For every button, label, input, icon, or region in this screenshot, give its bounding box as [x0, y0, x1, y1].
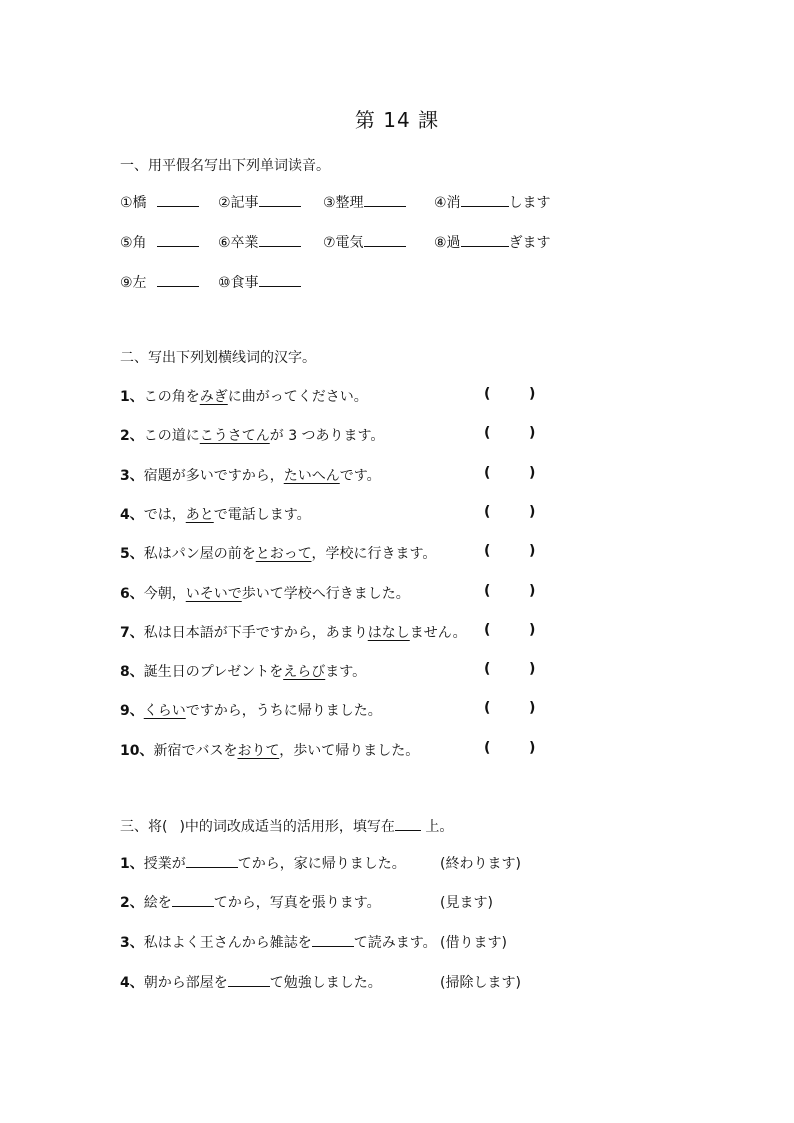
page-title: 第 14 課	[354, 108, 440, 132]
section-3-heading: 三、将( )中的词改成适当的活用形，填写在 上。	[120, 816, 453, 836]
question-number: 7、	[120, 624, 144, 641]
answer-paren-close: )	[529, 386, 536, 402]
kanji-question	[120, 622, 467, 642]
answer-paren-close: )	[529, 739, 536, 756]
question-text: ですから，うちに帰りました。	[185, 703, 382, 720]
question-text: 歩いて学校へ行きました。	[241, 585, 410, 602]
question-text: ，学校に行きます。	[311, 546, 437, 563]
underlined-word: くらい	[143, 703, 186, 720]
question-number: 5、	[120, 546, 144, 563]
underlined-word: いそいで	[185, 585, 242, 602]
answer-blank[interactable]	[172, 892, 214, 907]
question-text: に曲がってください。	[227, 389, 368, 405]
vocab-item: ③整理	[323, 192, 406, 212]
question-number: 9、	[120, 703, 144, 720]
kanji-question	[120, 465, 381, 485]
underlined-word: みぎ	[199, 389, 228, 405]
answer-blank[interactable]	[259, 232, 301, 247]
vocab-item: ⑤角	[120, 232, 199, 252]
vocab-item: ⑦電気	[323, 232, 406, 252]
answer-paren-close: )	[529, 425, 536, 442]
verb-hint: (終わります)	[440, 856, 521, 872]
answer-paren-open: (	[484, 543, 491, 560]
underlined-word: えらび	[283, 664, 326, 681]
question-number: 3、	[120, 467, 144, 484]
answer-paren-close: )	[529, 543, 536, 560]
answer-blank[interactable]	[157, 192, 199, 207]
answer-blank[interactable]	[259, 272, 301, 287]
question-text: では，	[143, 506, 186, 523]
underlined-word: たいへん	[283, 467, 340, 484]
answer-paren-open: (	[484, 582, 491, 599]
question-number: 6、	[120, 585, 144, 602]
verb-hint: (見ます)	[440, 895, 493, 911]
question-text: 今朝，	[143, 585, 186, 602]
answer-blank[interactable]	[157, 272, 199, 287]
answer-paren-open: (	[484, 503, 491, 520]
vocab-item: ⑩食事	[218, 272, 301, 292]
question-text: 宿題が多いですから，	[143, 467, 284, 484]
underlined-word: こうさてん	[199, 428, 270, 445]
underlined-word: とおって	[255, 546, 312, 563]
answer-paren-open: (	[484, 661, 491, 678]
kanji-question	[120, 425, 384, 445]
question-text: です。	[339, 467, 381, 484]
question-number: 4、	[120, 506, 144, 523]
question-text: 私は日本語が下手ですから，あまり	[143, 624, 368, 641]
kanji-question	[120, 504, 311, 524]
answer-paren-open: (	[484, 464, 491, 481]
verb-hint: (借ります)	[440, 935, 507, 951]
question-number: 1、	[120, 389, 144, 405]
answer-paren-open: (	[484, 425, 491, 442]
kanji-question	[120, 740, 419, 760]
answer-paren-open: (	[484, 700, 491, 717]
heading-blank	[395, 816, 421, 831]
vocab-item: ⑧過 ぎます	[434, 232, 551, 252]
question-text: 新宿でバスを	[153, 742, 238, 759]
question-text: ます。	[325, 664, 367, 681]
kanji-question	[120, 700, 382, 720]
question-number: 10、	[120, 742, 154, 759]
question-text: この道に	[143, 428, 200, 445]
conjugation-question: 3、私はよく王さんから雑誌を て読みます。	[120, 932, 437, 952]
verb-hint: (掃除します)	[440, 975, 521, 991]
conjugation-question: 4、朝から部屋を て勉強しました。	[120, 972, 382, 992]
conjugation-question: 2、絵を てから，写真を張ります。	[120, 892, 381, 912]
answer-paren-close: )	[529, 621, 536, 638]
vocab-item: ②記事	[218, 192, 301, 212]
answer-paren-close: )	[529, 661, 536, 678]
question-number: 2、	[120, 428, 144, 445]
answer-paren-close: )	[529, 503, 536, 520]
answer-blank[interactable]	[259, 192, 301, 207]
answer-paren-close: )	[529, 582, 536, 599]
vocab-item: ⑥卒業	[218, 232, 301, 252]
question-text: で電話します。	[213, 506, 311, 523]
kanji-question	[120, 386, 368, 406]
answer-blank[interactable]	[186, 853, 238, 868]
answer-paren-open: (	[484, 739, 491, 756]
kanji-question	[120, 543, 436, 563]
underlined-word: おりて	[237, 742, 280, 759]
answer-blank[interactable]	[228, 972, 270, 987]
answer-blank[interactable]	[364, 192, 406, 207]
question-text: ません。	[409, 624, 467, 641]
answer-blank[interactable]	[461, 232, 509, 247]
underlined-word: あと	[185, 506, 214, 523]
vocab-item: ④消 します	[434, 192, 551, 212]
question-text: 誕生日のプレゼントを	[143, 664, 284, 681]
question-text: 私はパン屋の前を	[143, 546, 256, 563]
vocab-item: ①橋	[120, 192, 199, 212]
question-number: 8、	[120, 664, 144, 681]
question-text: この角を	[143, 389, 200, 405]
answer-paren-close: )	[529, 700, 536, 717]
answer-blank[interactable]	[157, 232, 199, 247]
vocab-item: ⑨左	[120, 272, 199, 292]
answer-blank[interactable]	[364, 232, 406, 247]
question-text: ，歩いて帰りました。	[279, 742, 420, 759]
section-2-heading: 二、写出下列划横线词的汉字。	[120, 350, 316, 366]
answer-blank[interactable]	[312, 932, 354, 947]
kanji-question	[120, 583, 410, 603]
conjugation-question: 1、授業が てから，家に帰りました。	[120, 853, 406, 873]
kanji-question	[120, 661, 366, 681]
answer-paren-close: )	[529, 464, 536, 481]
answer-blank[interactable]	[461, 192, 509, 207]
section-1-heading: 一、用平假名写出下列单词读音。	[120, 158, 330, 174]
answer-paren-open: (	[484, 386, 491, 402]
answer-paren-open: (	[484, 621, 491, 638]
question-text: が 3 つあります。	[269, 428, 385, 445]
underlined-word: はなし	[367, 624, 410, 641]
